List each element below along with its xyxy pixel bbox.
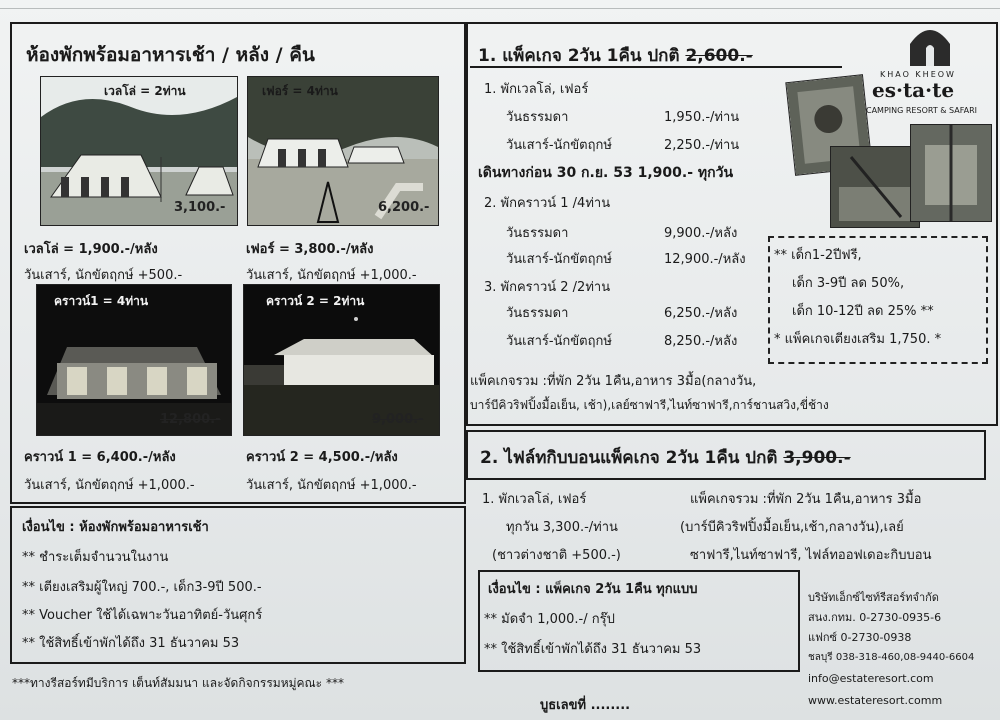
package1-sub3-title: 3. พักคราวน์ 2 /2ท่าน: [484, 280, 611, 295]
package1-sub2-weekend-price: 12,900.-/หลัง: [664, 252, 746, 267]
package2-old-price: 3,900.-: [783, 448, 851, 468]
package1-sub1-title: 1. พักเวลโล่, เฟอร์: [484, 82, 589, 97]
package2-title-text: 2. ไฟล์ทกิบบอนแพ็คเกจ 2วัน 1คืน ปกติ: [480, 448, 778, 468]
package2-title: [480, 444, 851, 471]
package1-old-price: 2,600.-: [685, 46, 753, 66]
contact-chonburi: ชลบุรี 038-318-460,08-9440-6604: [808, 652, 975, 663]
package1-sub3-weekday-price: 6,250.-/หลัง: [664, 306, 738, 321]
left-condition-2: ** เตียงเสริมผู้ใหญ่ 700.-, เด็ก3-9ปี 500.-: [22, 580, 262, 595]
left-title: ห้องพักพร้อมอาหารเช้า / หลัง / คืน: [26, 44, 315, 66]
package1-includes-1: แพ็คเกจรวม :ที่พัก 2วัน 1คืน,อาหาร 3มื้อ(กลางวัน,: [470, 374, 757, 389]
price-crown2: คราวน์ 2 = 4,500.-/หลัง: [246, 450, 398, 465]
booth-number: บูธเลขที่ ........: [540, 698, 631, 713]
children-line-4: * แพ็คเกจเตียงเสริม 1,750. *: [774, 332, 942, 347]
package1-sub1-weekday-price: 1,950.-/ท่าน: [664, 110, 740, 125]
contact-email[interactable]: info@estateresort.com: [808, 672, 934, 685]
package1-sub1-weekend-price: 2,250.-/ท่าน: [664, 138, 740, 153]
photo-fur-price: 6,200.-: [378, 200, 430, 215]
children-line-3: เด็ก 10-12ปี ลด 25% **: [792, 304, 934, 319]
contact-fax: แฟกซ์ 0-2730-0938: [808, 631, 912, 644]
logo-name: es·ta·te: [872, 78, 955, 102]
left-condition-4: ** ใช้สิทธิ์เข้าพักได้ถึง 31 ธันวาคม 53: [22, 636, 240, 651]
package1-sub2-weekday-price: 9,900.-/หลัง: [664, 226, 738, 241]
photo-safari-2-image: [831, 147, 919, 227]
estate-logo: [900, 18, 960, 68]
photo-crown2-price: 9,000.-: [372, 412, 424, 427]
contact-bangkok: สนง.กทม. 0-2730-0935-6: [808, 611, 942, 624]
photo-wello-price: 3,100.-: [174, 200, 226, 215]
left-condition-1: ** ชำระเต็มจำนวนในงาน: [22, 550, 169, 565]
photo-fur-label: เฟอร์ = 4ท่าน: [262, 84, 338, 98]
package1-sub1-weekend-label: วันเสาร์-นักขัตฤกษ์: [506, 138, 612, 153]
package2-includes-1: แพ็คเกจรวม :ที่พัก 2วัน 1คืน,อาหาร 3มื้อ: [690, 492, 922, 507]
price-fur: เฟอร์ = 3,800.-/หลัง: [246, 242, 374, 257]
price-crown1: คราวน์ 1 = 6,400.-/หลัง: [24, 450, 176, 465]
package1-sub2-weekend-label: วันเสาร์-นักขัตฤกษ์: [506, 252, 612, 267]
price-wello-weekend: วันเสาร์, นักขัตฤกษ์ +500.-: [24, 268, 183, 283]
price-fur-weekend: วันเสาร์, นักขัตฤกษ์ +1,000.-: [246, 268, 417, 283]
top-edge-line: [0, 8, 1000, 9]
footer-note: ***ทางรีสอร์ทมีบริการ เต็นท์สัมมนา และจัดกิจกรรมหมู่คณะ ***: [12, 676, 344, 690]
photo-crown1-label: คราวน์1 = 4ท่าน: [54, 294, 149, 308]
children-line-2: เด็ก 3-9ปี ลด 50%,: [792, 276, 905, 291]
contact-website[interactable]: www.estateresort.comm: [808, 694, 943, 707]
package1-early-bird: เดินทางก่อน 30 ก.ย. 53 1,900.- ทุกวัน: [478, 165, 734, 181]
photo-safari-2: [830, 146, 920, 228]
photo-crown1-price: 12,800.-: [160, 412, 221, 427]
logo-top-text: KHAO KHEOW: [880, 70, 956, 79]
package1-title-text: 1. แพ็คเกจ 2วัน 1คืน ปกติ: [478, 46, 680, 66]
package1-sub1-weekday-label: วันธรรมดา: [506, 110, 569, 125]
tent-logo-icon: [900, 18, 960, 68]
photo-safari-3: [910, 124, 992, 222]
package1-title: [478, 42, 753, 69]
left-condition-3: ** Voucher ใช้ได้เฉพาะวันอาทิตย์-วันศุกร์: [22, 608, 263, 623]
contact-company: บริษัทเอ็กซ์ไซท์รีสอร์ทจำกัด: [808, 591, 939, 604]
left-conditions-title: เงื่อนไข : ห้องพักพร้อมอาหารเช้า: [22, 520, 209, 535]
price-wello: เวลโล่ = 1,900.-/หลัง: [24, 242, 158, 257]
package2-includes-3: ซาฟารี,ไนท์ซาฟารี, ไฟล์ทออฟเดอะกิบบอน: [690, 548, 932, 563]
package2-conditions-title: เงื่อนไข : แพ็คเกจ 2วัน 1คืน ทุกแบบ: [488, 582, 698, 597]
package2-price: ทุกวัน 3,300.-/ท่าน: [506, 520, 618, 535]
package1-sub2-weekday-label: วันธรรมดา: [506, 226, 569, 241]
package2-condition-1: ** มัดจำ 1,000.-/ กรุ๊ป: [484, 612, 615, 627]
price-crown2-weekend: วันเสาร์, นักขัตฤกษ์ +1,000.-: [246, 478, 417, 493]
package1-sub3-weekend-label: วันเสาร์-นักขัตฤกษ์: [506, 334, 612, 349]
package1-sub3-weekday-label: วันธรรมดา: [506, 306, 569, 321]
package1-sub3-weekend-price: 8,250.-/หลัง: [664, 334, 738, 349]
package2-condition-2: ** ใช้สิทธิ์เข้าพักได้ถึง 31 ธันวาคม 53: [484, 642, 702, 657]
package2-includes-2: (บาร์บีคิวริฟปิ้งมื้อเย็น,เช้า,กลางวัน),เลย์: [680, 520, 904, 535]
package2-foreign: (ชาวต่างชาติ +500.-): [492, 548, 621, 563]
package1-title-rule: [470, 66, 842, 68]
photo-crown2-label: คราวน์ 2 = 2ท่าน: [266, 294, 365, 308]
photo-wello-label: เวลโล่ = 2ท่าน: [104, 84, 186, 98]
package1-sub2-title: 2. พักคราวน์ 1 /4ท่าน: [484, 196, 611, 211]
package1-includes-2: บาร์บีคิวริฟปิ้งมื้อเย็น, เช้า),เลย์ซาฟารี,ไนท์ซาฟารี,การ์ชานสวิง,ขี่ช้าง: [470, 398, 829, 412]
logo-subtitle: CAMPING RESORT & SAFARI: [866, 106, 978, 115]
package2-sub-title: 1. พักเวลโล่, เฟอร์: [482, 492, 587, 507]
children-line-1: ** เด็ก1-2ปีฟรี,: [774, 248, 862, 263]
price-crown1-weekend: วันเสาร์, นักขัตฤกษ์ +1,000.-: [24, 478, 195, 493]
photo-safari-3-image: [911, 125, 991, 221]
